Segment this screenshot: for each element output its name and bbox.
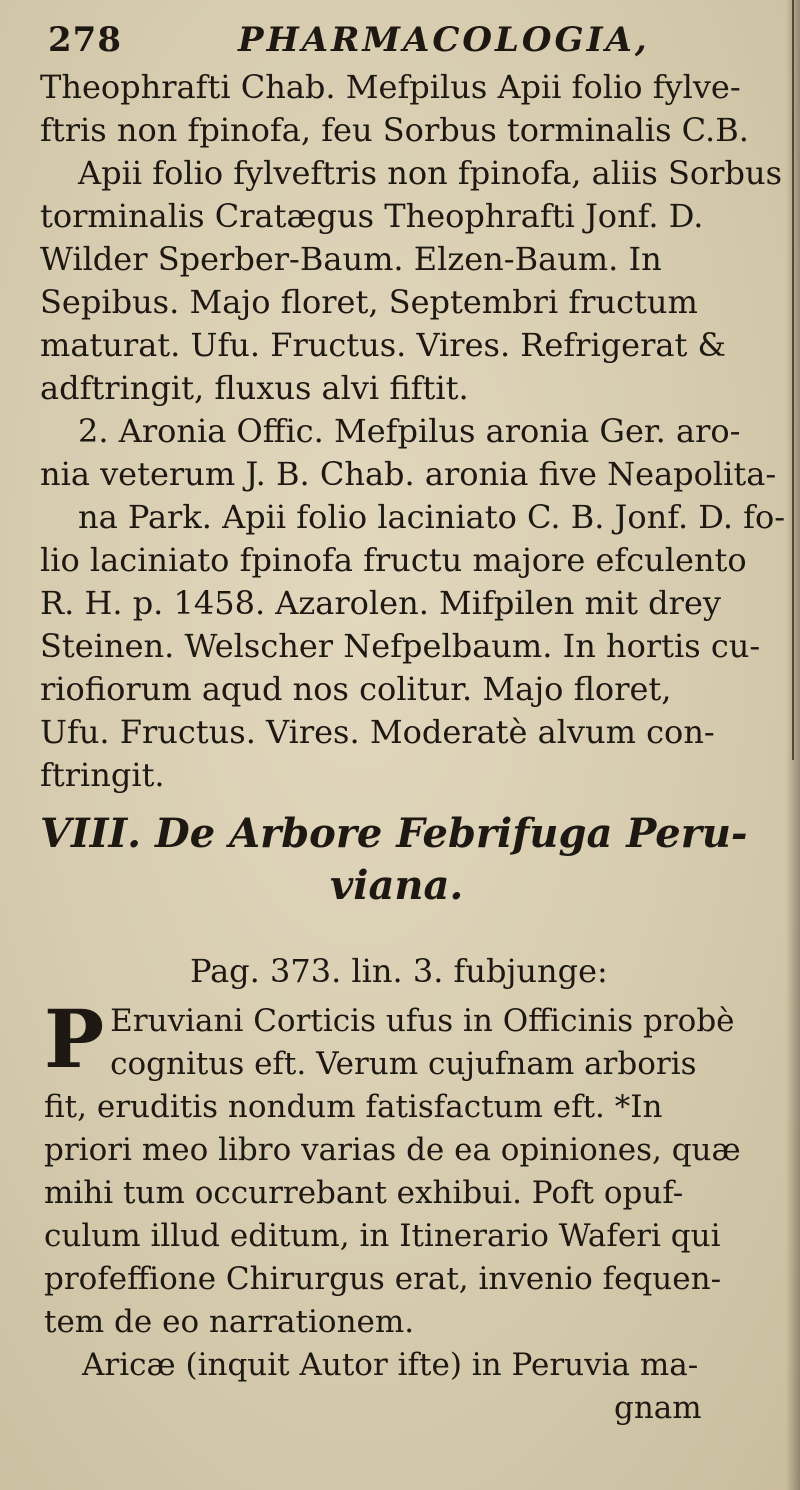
text-line: lio laciniato fpinofa fructu majore efculento [40,541,747,579]
section-reference: Pag. 373. lin. 3. fubjunge: [190,952,608,990]
running-title: PHARMACOLOGIA, [238,20,650,60]
text-line: culum illud editum, in Itinerario Waferi qui [44,1218,721,1254]
catchword: gnam [614,1390,702,1426]
text-line: cognitus eft. Verum cujufnam arboris [110,1046,697,1082]
entry-sorbus [40,66,780,410]
section-heading: VIII. De Arbore Febrifuga Peru- [40,810,748,857]
text-line: na Park. Apii folio laciniato C. B. Jonf. D. fo- [78,498,786,536]
page-edge-line [792,0,794,760]
text-line: Ufu. Fructus. Vires. Moderatè alvum con- [40,713,715,751]
text-line: Apii folio fylveftris non fpinofa, aliis Sorbus [78,154,782,192]
entry-aronia [40,410,786,797]
text-line: ftringit. [40,756,165,794]
text-line: torminalis Cratægus Theophrafti Jonf. D. [40,197,704,235]
text-line: profeffione Chirurgus erat, invenio fequen- [44,1261,722,1297]
text-line: R. H. p. 1458. Azarolen. Mifpilen mit drey [40,584,721,622]
text-line: maturat. Ufu. Fructus. Vires. Refrigerat & [40,326,726,364]
text-line: tem de eo narrationem. [44,1304,415,1340]
text-line: mihi tum occurrebant exhibui. Poft opuf- [44,1175,684,1211]
paragraph-peruvian-bark [44,992,780,1430]
text-line: 2. Aronia Offic. Mefpilus aronia Ger. aro- [78,412,741,450]
text-line: riofiorum aqud nos colitur. Majo floret, [40,670,672,708]
text-line: adftringit, fluxus alvi fiftit. [40,369,469,407]
drop-cap: P [44,992,105,1086]
text-line: Wilder Sperber-Baum. Elzen-Baum. In [40,240,662,278]
section-heading-continued: viana. [330,862,464,909]
text-line: ftris non fpinofa, feu Sorbus torminalis C.B. [40,111,749,149]
page-number: 278 [48,20,122,60]
text-line: Steinen. Welscher Nefpelbaum. In hortis cu- [40,627,761,665]
page-header [48,18,748,60]
text-line: fit, eruditis nondum fatisfactum eft. *In [44,1089,663,1125]
text-line: priori meo libro varias de ea opiniones, quæ [44,1132,741,1168]
text-line: Aricæ (inquit Autor ifte) in Peruvia ma- [82,1347,699,1383]
text-line: Theophrafti Chab. Mefpilus Apii folio fylve- [40,68,741,106]
text-line: nia veterum J. B. Chab. aronia five Neapolita- [40,455,777,493]
text-line: Sepibus. Majo floret, Septembri fructum [40,283,698,321]
text-line: Eruviani Corticis ufus in Officinis probè [110,1003,735,1039]
